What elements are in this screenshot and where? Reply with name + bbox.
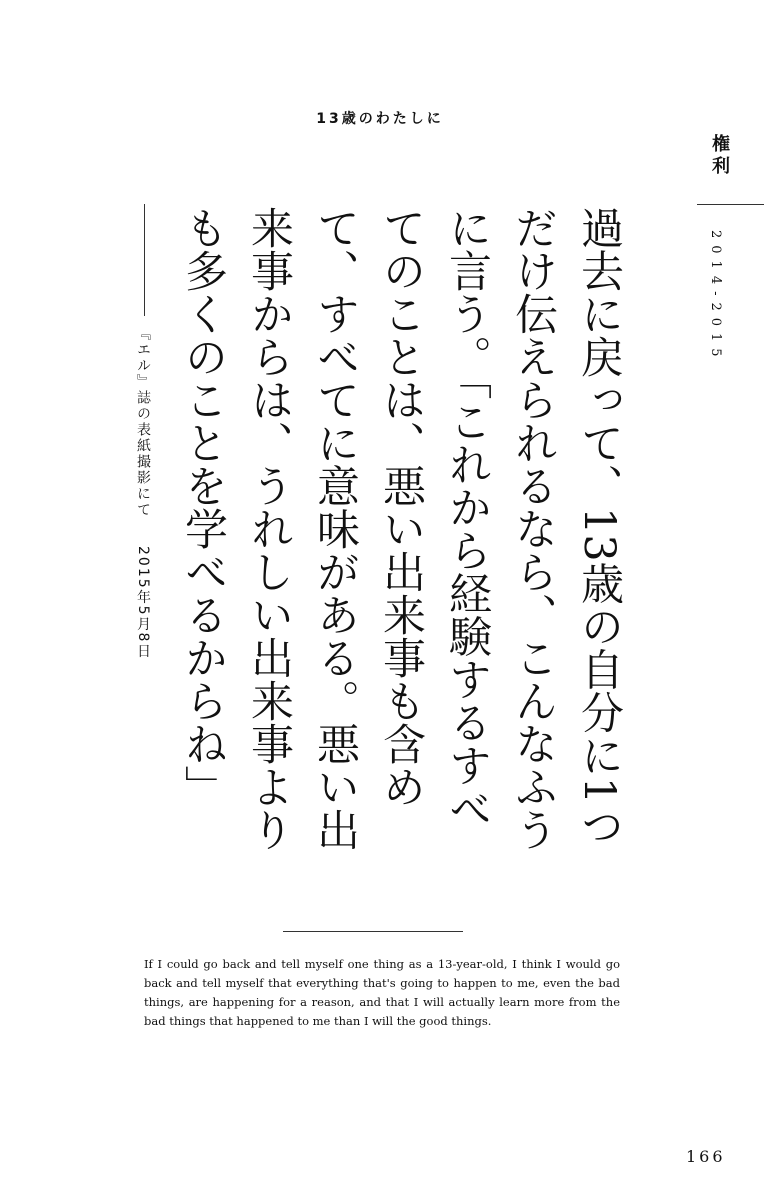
section-title: 権利	[709, 134, 730, 178]
quote-caption	[136, 326, 150, 660]
running-title: 13歳のわたしに	[316, 111, 444, 127]
section-years: 2014-2015	[708, 230, 723, 364]
quote-japanese: 過去に戻って、13歳の自分に1つだけ伝えられるなら、こんなふうに言う。「これから経験するすべてのことは、悪い出来事も含めて、すべてに意味がある。悪い出来事からは、うれしい出来事よりも多くのことを学べるからね」	[178, 206, 624, 851]
page-number: 166	[686, 1147, 726, 1166]
quote-english: If I could go back and tell myself one thing as a 13-year-old, I think I would go back and tell myself that everything that's going to happen to me, even the bad things, are happening for a reason, and that I will actually learn more from the bad things that happened to me than I will the good things.	[144, 957, 620, 1028]
quote-source: 『エル』誌の表紙撮影にて	[135, 326, 151, 518]
section-divider	[697, 204, 764, 205]
quote-date: 2015年5月8日	[135, 546, 151, 660]
translation-divider	[283, 931, 463, 932]
caption-divider	[144, 204, 145, 316]
